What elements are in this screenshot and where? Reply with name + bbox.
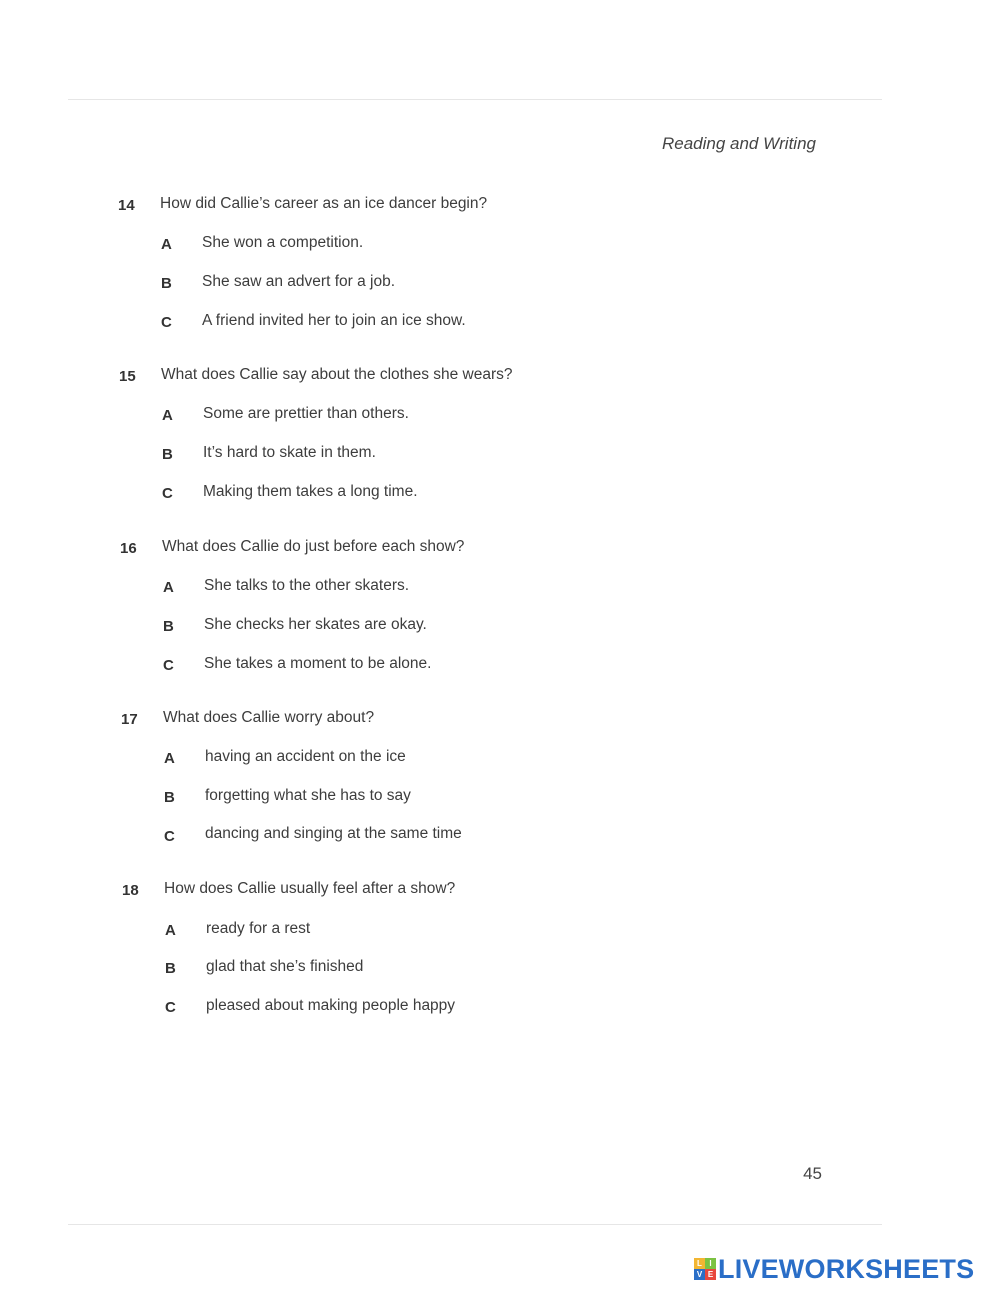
option-text: She takes a moment to be alone. bbox=[204, 655, 432, 672]
page-number: 45 bbox=[803, 1164, 822, 1183]
liveworksheets-brand bbox=[694, 1254, 974, 1284]
option-letter: C bbox=[162, 485, 173, 502]
option-letter: A bbox=[161, 236, 172, 253]
option-text: dancing and singing at the same time bbox=[205, 825, 462, 842]
question-text: How does Callie usually feel after a show? bbox=[164, 880, 456, 897]
section-title: Reading and Writing bbox=[661, 134, 816, 153]
brand-name: LIVEWORKSHEETS bbox=[718, 1254, 975, 1284]
option-text: forgetting what she has to say bbox=[205, 787, 411, 804]
option-letter: B bbox=[161, 275, 172, 292]
option-text: A friend invited her to join an ice show. bbox=[202, 312, 466, 329]
option-text: glad that she’s finished bbox=[206, 958, 364, 975]
option-letter: A bbox=[163, 579, 174, 596]
option-letter: A bbox=[162, 407, 173, 424]
option-text: She checks her skates are okay. bbox=[204, 616, 427, 633]
option-text: Some are prettier than others. bbox=[203, 405, 409, 422]
option-letter: C bbox=[163, 657, 174, 674]
logo-letter: V bbox=[694, 1269, 705, 1280]
question-number: 17 bbox=[121, 711, 138, 728]
option-letter: C bbox=[165, 999, 176, 1016]
option-text: She won a competition. bbox=[202, 234, 364, 251]
option-letter: C bbox=[164, 828, 175, 845]
bottom-rule bbox=[68, 1224, 882, 1225]
question-number: 16 bbox=[120, 540, 137, 557]
option-letter: A bbox=[165, 922, 176, 939]
option-letter: B bbox=[165, 960, 176, 977]
question-number: 14 bbox=[118, 197, 135, 214]
option-text: She talks to the other skaters. bbox=[204, 577, 410, 594]
logo-letter: E bbox=[705, 1269, 716, 1280]
question-text: How did Callie’s career as an ice dancer begin? bbox=[160, 195, 488, 212]
question-text: What does Callie say about the clothes she wears? bbox=[161, 366, 513, 383]
option-text: It’s hard to skate in them. bbox=[203, 444, 376, 461]
option-text: ready for a rest bbox=[206, 920, 311, 937]
question-number: 15 bbox=[119, 368, 136, 385]
question-number: 18 bbox=[122, 882, 139, 899]
option-text: pleased about making people happy bbox=[206, 997, 456, 1014]
question-text: What does Callie do just before each show? bbox=[162, 538, 465, 555]
top-rule bbox=[68, 99, 882, 100]
option-letter: B bbox=[162, 446, 173, 463]
option-letter: B bbox=[163, 618, 174, 635]
logo-letter: I bbox=[705, 1258, 716, 1269]
option-text: She saw an advert for a job. bbox=[202, 273, 396, 290]
option-letter: A bbox=[164, 750, 175, 767]
liveworksheets-logo-icon bbox=[694, 1258, 716, 1280]
option-letter: C bbox=[161, 314, 172, 331]
option-text: Making them takes a long time. bbox=[203, 483, 418, 500]
option-letter: B bbox=[164, 789, 175, 806]
logo-letter: L bbox=[694, 1258, 705, 1269]
option-text: having an accident on the ice bbox=[205, 748, 406, 765]
question-text: What does Callie worry about? bbox=[163, 709, 375, 726]
